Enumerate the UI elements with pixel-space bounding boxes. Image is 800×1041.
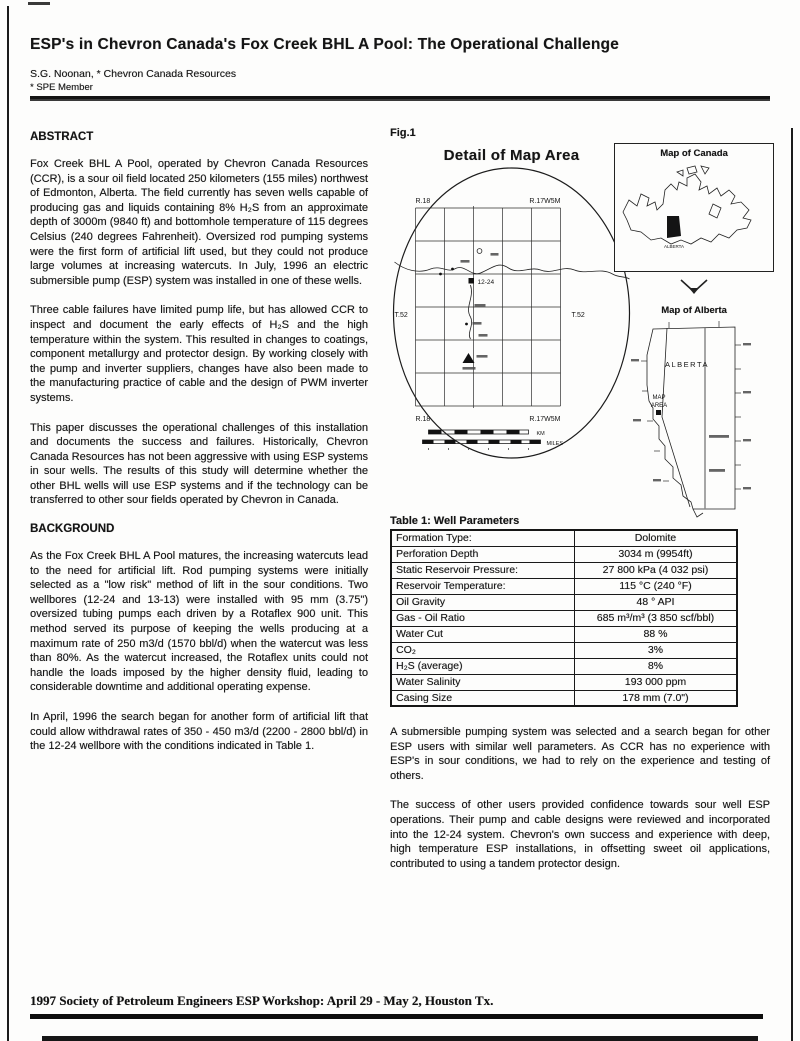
table-row bbox=[391, 594, 737, 610]
abstract-paragraph-1: Fox Creek BHL A Pool, operated by Chevron Canada Resources (CCR), is a sour oil field located 250 kilometers (155 miles) northwest of Edmonton, Alberta. The field currently has seven wells capable of producing gas and liquids containing 8% H₂S from an approximate depth of 3000m (9840 ft) and bottomhole temperature of 115 degrees Celsius (240 degrees Fahrenheit). Oversized rod pumping systems were the first form of artificial lift used, but they could not produce large volumes at increasing watercuts. In July, 1996 an electric submersible pump (ESP) system was installed in one of these wells. bbox=[30, 158, 368, 287]
param-cell: Oil Gravity bbox=[391, 594, 574, 610]
township-label-left: T.52 bbox=[394, 312, 408, 319]
range-label-top-left: R.18 bbox=[415, 198, 431, 205]
range-label-bottom-right: R.17W5M bbox=[529, 416, 561, 423]
value-cell: 88 % bbox=[574, 626, 737, 642]
left-column bbox=[30, 127, 368, 886]
spe-membership-note: * SPE Member bbox=[30, 82, 93, 93]
param-cell: Formation Type: bbox=[391, 530, 574, 546]
down-arrow-icon bbox=[614, 277, 774, 302]
value-cell: 8% bbox=[574, 658, 737, 674]
background-paragraph-1: As the Fox Creek BHL A Pool matures, the increasing watercuts lead to the need for artificial lift. Rod pumping systems were initially selected as a "low risk" method of lift in the sour conditions. Two wellbores (12-24 and 13-13) were installed with 95 mm (3.75") oversized tubing pumps each driven by a Rotaflex 900 unit. This method served its purpose of keeping the wells producing at a maximum rate of 250 m3/d (1570 bbl/d) when the watercut was less than 80%. As the watercut increased, the Rotaflex units could not handle the loads imposed by the higher density fluid, leading to considerable downtime and additional operating expense. bbox=[30, 550, 368, 694]
footer-citation: 1997 Society of Petroleum Engineers ESP Workshop: April 29 - May 2, Houston Tx. bbox=[30, 993, 494, 1008]
figure-label: Fig.1 bbox=[390, 127, 416, 139]
scale-bar bbox=[423, 430, 564, 450]
discussion-paragraph-1: A submersible pumping system was selected and a search began for other ESP users with similar well parameters. As CCR has no experience with ESP's in sour conditions, we had to rely on the experience and testing of others. bbox=[390, 726, 770, 782]
table-row bbox=[391, 578, 737, 594]
canada-map-title: Map of Canada bbox=[660, 148, 728, 159]
param-cell: Perforation Depth bbox=[391, 546, 574, 562]
map-detail-title: Detail of Map Area bbox=[443, 147, 580, 164]
paper-header bbox=[30, 36, 770, 101]
alberta-map-title: Map of Alberta bbox=[661, 305, 727, 316]
map-detail-figure bbox=[390, 147, 633, 471]
value-cell: 3% bbox=[574, 642, 737, 658]
range-label-top-right: R.17W5M bbox=[529, 198, 561, 205]
well-markers bbox=[439, 253, 498, 370]
abstract-paragraph-2: Three cable failures have limited pump life, but has allowed CCR to inspect and document the early effects of H₂S and the high temperature within the system. This resulted in changes to coatings, component metallurgy and protector design. By working closely with the pump and inverter suppliers, changes have also been made to the manufacturing practice of cable and the design of PWM inverter systems. bbox=[30, 304, 368, 404]
param-cell: Reservoir Temperature: bbox=[391, 578, 574, 594]
param-cell: Gas - Oil Ratio bbox=[391, 610, 574, 626]
author-byline: S.G. Noonan, * Chevron Canada Resources bbox=[30, 68, 237, 80]
right-column bbox=[390, 127, 770, 886]
table-row bbox=[391, 610, 737, 626]
table-row bbox=[391, 674, 737, 690]
background-paragraph-2: In April, 1996 the search began for another form of artificial lift that could allow withdrawal rates of 350 - 450 m3/d (2200 - 2800 bbl/d) in the 12-24 wellbore with the conditions indicated in Table 1. bbox=[30, 711, 368, 753]
footer-rule bbox=[30, 1014, 763, 1019]
creek-line bbox=[395, 262, 630, 279]
locator-maps bbox=[614, 143, 774, 534]
table1-caption: Table 1: Well Parameters bbox=[390, 515, 520, 527]
discussion-paragraph-2: The success of other users provided confidence towards sour well ESP operations. Their pump and cable designs were reviewed and incorporated into the 12-24 system. Chevron's own success and experience with deep, high temperature ESP installations, in offsetting sweet oil applications, contributed to using a tandem protector design. bbox=[390, 799, 770, 870]
range-label-bottom-left: R.18 bbox=[415, 416, 431, 423]
value-cell: 27 800 kPa (4 032 psi) bbox=[574, 562, 737, 578]
esp-well-marker bbox=[469, 278, 475, 284]
map-detail-drawing bbox=[390, 166, 633, 466]
canada-map bbox=[614, 143, 774, 272]
alberta-map-drawing bbox=[619, 317, 769, 529]
param-cell: Water Cut bbox=[391, 626, 574, 642]
table-row bbox=[391, 546, 737, 562]
page-title: ESP's in Chevron Canada's Fox Creek BHL A Pool: The Operational Challenge bbox=[30, 36, 619, 53]
alberta-label: ALBERTA bbox=[665, 360, 709, 369]
abstract-heading: ABSTRACT bbox=[30, 131, 94, 143]
township-grid bbox=[416, 206, 561, 408]
table-row bbox=[391, 658, 737, 674]
value-cell: Dolomite bbox=[574, 530, 737, 546]
value-cell: 115 °C (240 °F) bbox=[574, 578, 737, 594]
param-cell: Water Salinity bbox=[391, 674, 574, 690]
plant-marker bbox=[463, 353, 475, 363]
well-label: 12-24 bbox=[477, 279, 495, 286]
scale-label-miles: MILES bbox=[546, 441, 564, 447]
header-rule bbox=[30, 96, 770, 101]
two-column-body bbox=[30, 127, 770, 886]
value-cell: 48 ° API bbox=[574, 594, 737, 610]
table-row bbox=[391, 562, 737, 578]
param-cell: Casing Size bbox=[391, 690, 574, 706]
abstract-paragraph-3: This paper discusses the operational challenges of this installation and documents the success and failures. Historically, Chevron Canada Resources has not been aggressive with using ESP systems in sour wells. The results of this study will determine whether the other BHL wells will use ESP systems and if the technology can be transferred to other sour fields operated by Chevron in Canada. bbox=[30, 421, 368, 507]
map-area-label-line1: MAP bbox=[652, 395, 666, 401]
scale-label-km: KM bbox=[536, 431, 545, 437]
paper-footer bbox=[30, 993, 770, 1019]
param-cell: CO₂ bbox=[391, 642, 574, 658]
value-cell: 193 000 ppm bbox=[574, 674, 737, 690]
value-cell: 178 mm (7.0") bbox=[574, 690, 737, 706]
background-heading: BACKGROUND bbox=[30, 523, 115, 536]
map-symbol bbox=[477, 249, 482, 254]
well-parameters-table bbox=[390, 529, 738, 707]
canada-alberta-label: ALBERTA bbox=[663, 244, 685, 249]
map-area-marker bbox=[656, 410, 661, 415]
alberta-highlight bbox=[667, 216, 681, 238]
param-cell: Static Reservoir Pressure: bbox=[391, 562, 574, 578]
table-row bbox=[391, 626, 737, 642]
value-cell: 685 m³/m³ (3 850 scf/bbl) bbox=[574, 610, 737, 626]
table-row bbox=[391, 642, 737, 658]
township-label-right: T.52 bbox=[571, 312, 585, 319]
alberta-map bbox=[614, 305, 774, 534]
canada-map-drawing bbox=[617, 160, 767, 264]
param-cell: H₂S (average) bbox=[391, 658, 574, 674]
discussion-text bbox=[390, 725, 770, 871]
map-area-label-line2: AREA bbox=[650, 403, 668, 409]
table-row bbox=[391, 690, 737, 706]
value-cell: 3034 m (9954ft) bbox=[574, 546, 737, 562]
